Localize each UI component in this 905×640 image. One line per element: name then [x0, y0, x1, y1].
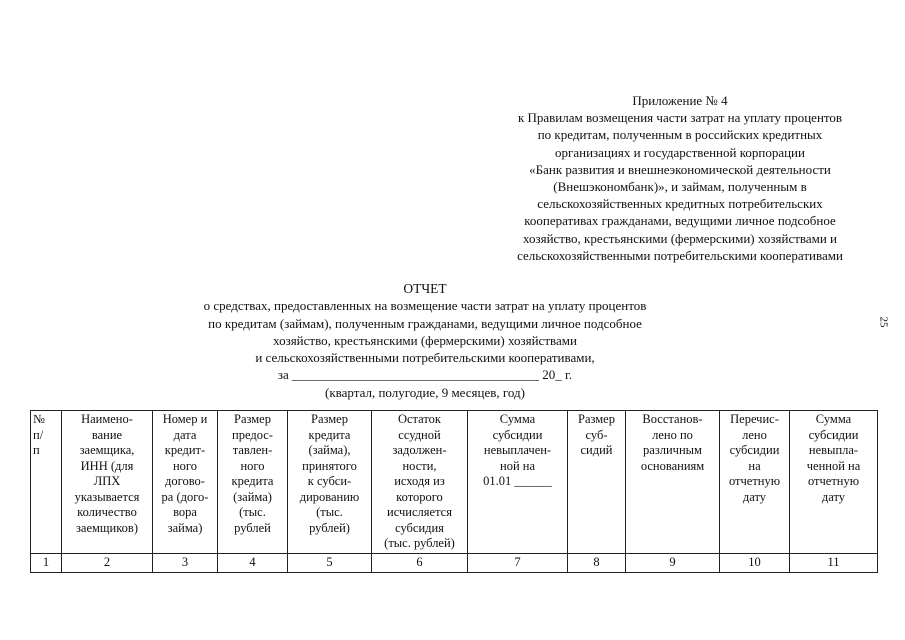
report-subtitle-line: по кредитам (займам), полученным гражданами, ведущими личное подсобное — [208, 315, 642, 331]
header-cell-borrower: Наимено- вание заемщика, ИНН (для ЛПХ указывается количество заемщиков) — [62, 411, 153, 554]
header-cell-unpaid-at-date: Сумма субсидии невыпла- ченной на отчетную дату — [790, 411, 878, 554]
column-number-cell: 3 — [153, 553, 218, 572]
column-number-cell: 2 — [62, 553, 153, 572]
column-number-cell: 5 — [288, 553, 372, 572]
column-number-cell: 10 — [720, 553, 790, 572]
header-cell-transferred: Перечис- лено субсидии на отчетную дату — [720, 411, 790, 554]
appendix-header — [470, 92, 890, 264]
column-number-cell: 9 — [626, 553, 720, 572]
page-number: 25 — [877, 316, 890, 328]
column-number-cell: 1 — [31, 553, 62, 572]
header-cell-loan-amount: Размер предос- тавлен- ного кредита (займа) (тыс. рублей — [218, 411, 288, 554]
column-number-cell: 11 — [790, 553, 878, 572]
appendix-line: (Внешэкономбанк)», и займам, полученным в — [553, 179, 807, 195]
report-period-hint: (квартал, полугодие, 9 месяцев, год) — [325, 384, 525, 400]
report-table — [30, 410, 878, 573]
table-column-numbers-row — [31, 553, 878, 572]
report-subtitle-line: о средствах, предоставленных на возмещение части затрат на уплату процентов — [203, 298, 647, 314]
header-cell-subsidy-size: Размер суб- сидий — [568, 411, 626, 554]
column-number-cell: 8 — [568, 553, 626, 572]
report-period-line: за ______________________________________ 20_ г. — [277, 367, 573, 383]
appendix-line: хозяйство, крестьянскими (фермерскими) хозяйствами и — [522, 230, 838, 246]
column-number-cell: 4 — [218, 553, 288, 572]
report-subtitle-line: и сельскохозяйственными потребительскими кооперативами, — [255, 350, 595, 366]
appendix-line: сельскохозяйственных кредитных потребительских — [537, 196, 823, 212]
header-cell-number: № п/ п — [31, 411, 62, 554]
appendix-line: сельскохозяйственными потребительскими кооперативами — [517, 247, 843, 263]
header-cell-debt-balance: Остаток ссудной задолжен- ности, исходя из которого исчисляется субсидия (тыс. рублей) — [372, 411, 468, 554]
appendix-line: по кредитам, полученным в российских кредитных — [537, 127, 823, 143]
report-heading — [150, 280, 700, 401]
column-number-cell: 6 — [372, 553, 468, 572]
header-cell-restored: Восстанов- лено по различным основаниям — [626, 411, 720, 554]
appendix-line: кооперативах гражданами, ведущими личное подсобное — [524, 213, 836, 229]
report-subtitle-line: хозяйство, крестьянскими (фермерскими) хозяйствами — [273, 332, 577, 348]
appendix-line: «Банк развития и внешнеэкономической деятельности — [529, 161, 831, 177]
column-number-cell: 7 — [468, 553, 568, 572]
header-cell-contract: Номер и дата кредит- ного догово- ра (дого- вора займа) — [153, 411, 218, 554]
header-cell-subsidized-amount: Размер кредита (займа), принятого к субси- дированию (тыс. рублей) — [288, 411, 372, 554]
header-cell-unpaid-subsidy: Сумма субсидии невыплачен- ной на 01.01 ______ — [468, 411, 568, 554]
appendix-line: к Правилам возмещения части затрат на уплату процентов — [517, 110, 843, 126]
table-header-row — [31, 411, 878, 554]
appendix-line: организациях и государственной корпорации — [555, 144, 805, 160]
report-title: ОТЧЕТ — [403, 281, 447, 296]
appendix-line: Приложение № 4 — [632, 93, 728, 108]
